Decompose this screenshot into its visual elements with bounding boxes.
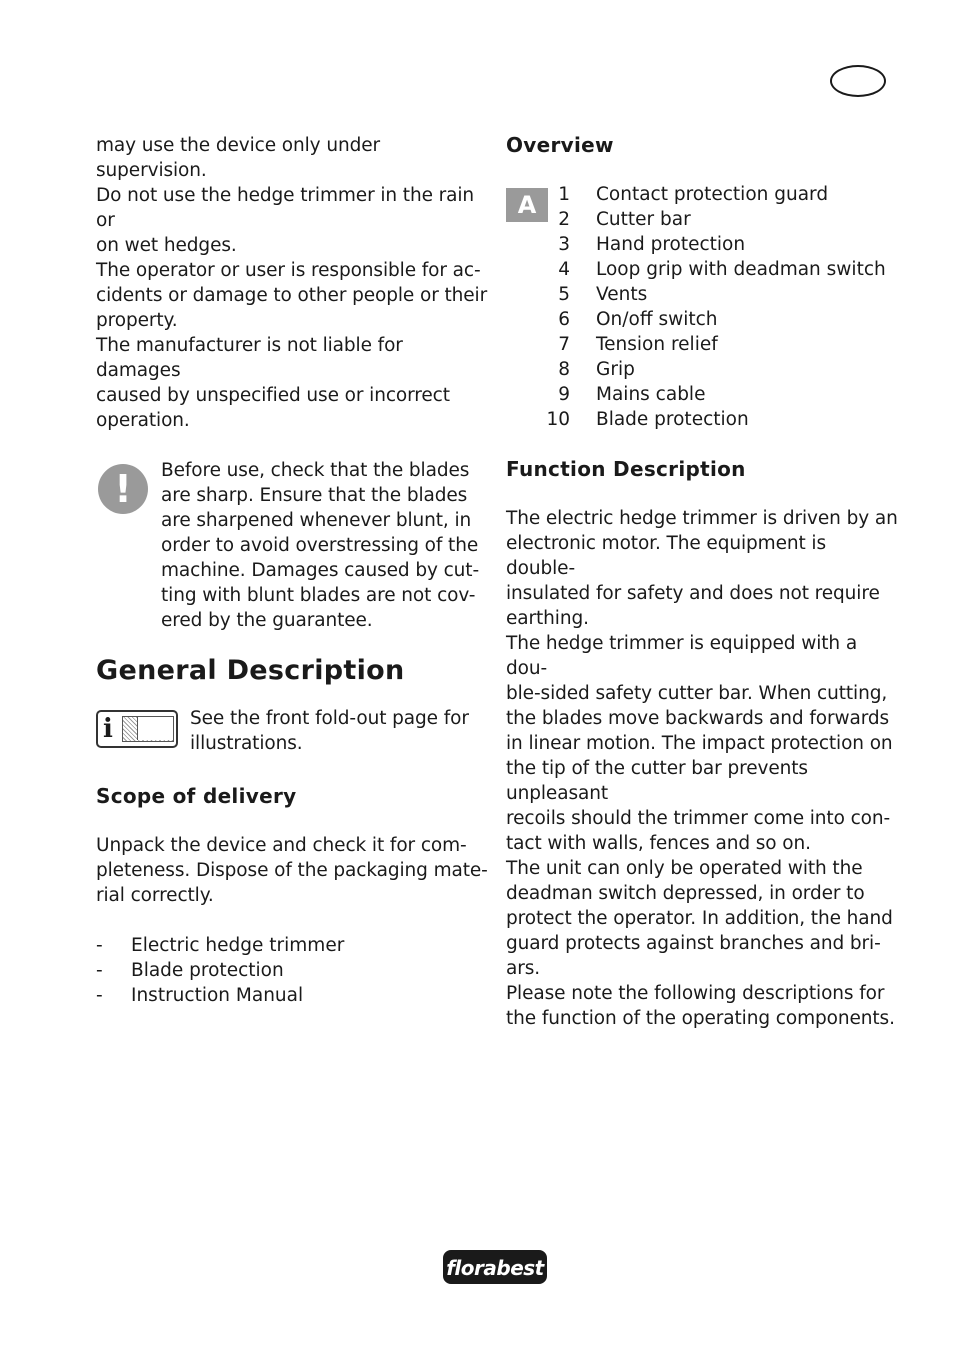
overview-list — [546, 182, 898, 432]
list-item: 3 Hand protection — [558, 234, 746, 255]
list-item: 2 Cutter bar — [558, 209, 691, 230]
list-item: 9 Mains cable — [558, 384, 706, 405]
scope-list — [96, 933, 488, 1008]
list-item: - Blade protection — [96, 960, 284, 981]
list-item: 4 Loop grip with deadman switch — [558, 259, 886, 280]
list-item: 10 Blade protection — [546, 409, 749, 430]
language-badge — [830, 65, 886, 97]
warning-text: Before use, check that the blades are sharp. Ensure that the blades are sharpened whenever blunt, in order to avoid overstressing of the machine. Damages caused by cut- ting with blunt blades are not cov- ered by the guarantee. — [161, 460, 480, 631]
function-heading: Function Description — [506, 457, 746, 481]
brand-logo: florabest — [443, 1250, 547, 1284]
figure-a-badge: A — [506, 188, 548, 222]
intro-paragraph: may use the device only under supervision. Do not use the hedge trimmer in the rain or on wet hedges. The operator or user is responsible for ac- cidents or damage to other people or their property. The manufacturer is not liable for damages caused by unspecified use or incorrect operation. — [96, 135, 488, 431]
function-paragraph: The electric hedge trimmer is driven by an electronic motor. The equipment is double- insulated for safety and does not require earthing. The hedge trimmer is equipped with a dou- ble-sided safety cutter bar. When cutting, the blades move backwards and forwards in linear motion. The impact protection on the tip of the cutter bar prevents unpleasant recoils should the trimmer come into con- tact with walls, fences and so on. The unit can only be operated with the deadman switch depressed, in order to protect the operator. In addition, the hand guard protects against branches and bri- ars. Please note the following descriptions for the function of the operating components. — [506, 508, 898, 1029]
list-item: - Electric hedge trimmer — [96, 935, 345, 956]
exclamation-icon: ! — [98, 464, 148, 514]
general-description-heading: General Description — [96, 655, 405, 686]
warning-note — [96, 458, 488, 633]
scope-paragraph: Unpack the device and check it for com- pleteness. Dispose of the packaging mate- rial correctly. — [96, 835, 488, 906]
info-note — [96, 706, 488, 756]
right-column — [506, 133, 898, 1031]
scope-heading: Scope of delivery — [96, 784, 297, 808]
list-item: 6 On/off switch — [558, 309, 718, 330]
list-item: 8 Grip — [558, 359, 635, 380]
info-text: See the front fold-out page for illustrations. — [190, 708, 469, 754]
info-book-icon: i — [96, 710, 178, 748]
list-item: 7 Tension relief — [558, 334, 718, 355]
overview-block — [506, 182, 898, 432]
list-item: 1 Contact protection guard — [558, 184, 829, 205]
list-item: 5 Vents — [558, 284, 648, 305]
list-item: - Instruction Manual — [96, 985, 304, 1006]
overview-heading: Overview — [506, 133, 614, 157]
left-column — [96, 133, 488, 1008]
